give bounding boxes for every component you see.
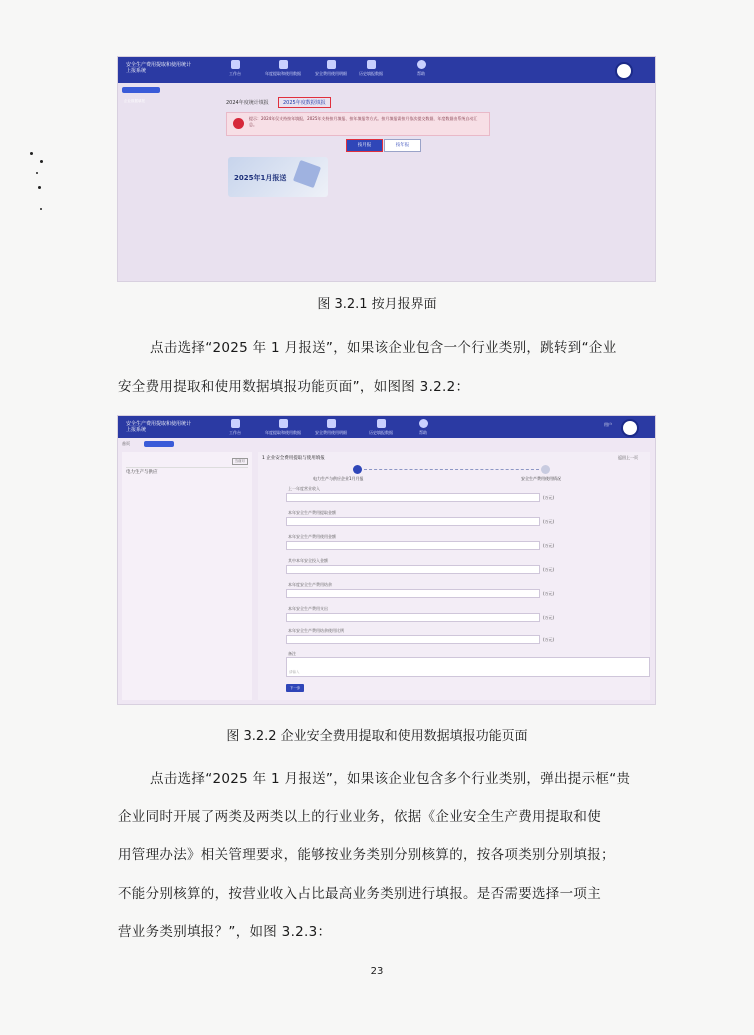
input-field[interactable] [286,517,540,526]
input-field[interactable] [286,613,540,622]
field-label: 本年安全生产费用结余使用比例 [288,628,344,633]
document-icon [279,60,288,69]
avatar[interactable] [621,419,639,437]
tab-home[interactable]: 首页 [122,441,130,446]
chart-icon [327,60,336,69]
breadcrumb[interactable]: 企业数据填报 [122,87,160,93]
step-1-circle [353,465,362,474]
step-1-label: 电力生产与供应企业1月月报 [313,476,364,481]
section-title: 1 企业安全费用提取与使用填报 [262,456,325,461]
unit-label: (万元) [543,519,555,524]
field-label: 本年安全生产费用支出 [288,606,328,611]
scan-speck [38,186,41,189]
remark-textarea[interactable]: 请输入 [286,657,650,677]
figure-form-screenshot [117,415,656,705]
scan-speck [36,172,38,174]
user-name: 用户 [604,422,612,427]
unit-label: (万元) [543,495,555,500]
paragraph-line: 点击选择“2025 年 1 月报送”，如果该企业包含一个行业类别，跳转到“企业 [150,340,617,356]
app-title: 安全生产费用提取和使用统计 上报系统 [126,421,192,433]
scan-speck [40,208,42,210]
help-icon [417,60,426,69]
field-label: 本年安全生产费用提取金额 [288,510,336,515]
input-field[interactable] [286,565,540,574]
form-panel [258,452,650,700]
page-number: 23 [370,966,384,977]
paragraph-line: 安全费用提取和使用数据填报功能页面”，如图图 3.2.2： [118,379,470,395]
tab-2025[interactable]: 2025年度数据填报 [278,97,331,108]
step-connector [364,469,539,470]
scan-speck [40,160,43,163]
back-link[interactable]: 返回上一页 [618,455,638,460]
status-badge: 当前月 [232,458,249,465]
app-title: 安全生产费用提取和使用统计 上报系统 [126,62,192,74]
help-icon [419,419,428,428]
nav-item-workbench[interactable]: 工作台 [215,419,255,436]
document-icon [279,419,288,428]
field-label: 其中本年安全投入金额 [288,558,328,563]
field-label: 本年安全生产费用使用金额 [288,534,336,539]
figure2-caption: 图 3.2.2 企业安全费用提取和使用数据填报功能页面 [226,729,528,744]
sidebar [122,452,252,700]
input-field[interactable] [286,589,540,598]
paragraph-line: 营业务类别填报？”，如图 3.2.3： [118,924,332,940]
step-2-label: 安全生产费用使用情况 [521,476,561,481]
nav-item-history[interactable]: 历史填报数据 [351,60,391,77]
figure-monthly-report-screenshot [117,56,656,282]
step-2-circle [541,465,550,474]
figure1-caption: 图 3.2.1 按月报界面 [317,297,437,312]
paragraph-line: 企业同时开展了两类及两类以上的行业业务，依据《企业安全生产费用提取和使 [118,809,601,825]
next-button[interactable]: 下一步 [286,684,304,692]
yearly-report-button[interactable]: 按年报 [384,139,421,152]
paragraph-line: 不能分别核算的，按营业收入占比最高业务类别进行填报。是否需要选择一项主 [118,886,601,902]
unit-label: (万元) [543,637,555,642]
avatar[interactable] [615,62,633,80]
nav-item-workbench[interactable]: 工作台 [215,60,255,77]
sidebar-item-power-supply[interactable]: 电力生产与供应 当前月 [126,458,248,468]
grid-icon [231,60,240,69]
tab-2024[interactable]: 2024年度统计填报 [226,100,269,106]
tab-enterprise-data[interactable] [144,441,174,447]
globe-icon [367,60,376,69]
input-field[interactable] [286,635,540,644]
unit-label: (万元) [543,567,555,572]
monthly-report-button[interactable]: 按月报 [346,139,383,152]
input-field[interactable] [286,541,540,550]
month-card-label: 2025年1月报送 [234,174,287,182]
nav-item-annual-data[interactable]: 年度提取和使用数据 [263,60,303,77]
nav-item-annual-data[interactable]: 年度提取和使用数据 [263,419,303,436]
field-label: 上一年度营业收入 [288,486,320,491]
chart-icon [327,419,336,428]
grid-icon [231,419,240,428]
month-card[interactable] [228,157,328,197]
paragraph-line: 点击选择“2025 年 1 月报送”，如果该企业包含多个行业类别，弹出提示框“贵 [150,771,631,787]
unit-label: (万元) [543,591,555,596]
field-label: 本年度安全生产费用结余 [288,582,332,587]
nav-item-history[interactable]: 历史填报数据 [361,419,401,436]
input-field[interactable] [286,493,540,502]
globe-icon [377,419,386,428]
nav-item-help[interactable]: 帮助 [403,419,443,436]
nav-item-expense-detail[interactable]: 安全费用使用明细 [311,60,351,77]
notice-box [226,112,490,136]
app-header [118,57,655,83]
remark-label: 备注 [288,651,296,656]
scan-speck [30,152,33,155]
unit-label: (万元) [543,543,555,548]
nav-item-help[interactable]: 帮助 [401,60,441,77]
box-illustration-icon [293,160,321,188]
nav-item-expense-detail[interactable]: 安全费用使用明细 [311,419,351,436]
app-header [118,416,655,438]
unit-label: (万元) [543,615,555,620]
notice-text: 提示：2024年仅支持按年填报，2025年支持按月填报、按年填报等方式。按月填报需按月依次提交数据，年度数据由系统自动汇总。 [249,116,478,127]
warning-icon [233,118,244,129]
paragraph-line: 用管理办法》相关管理要求，能够按业务类别分别核算的，按各项类别分别填报； [118,847,615,863]
